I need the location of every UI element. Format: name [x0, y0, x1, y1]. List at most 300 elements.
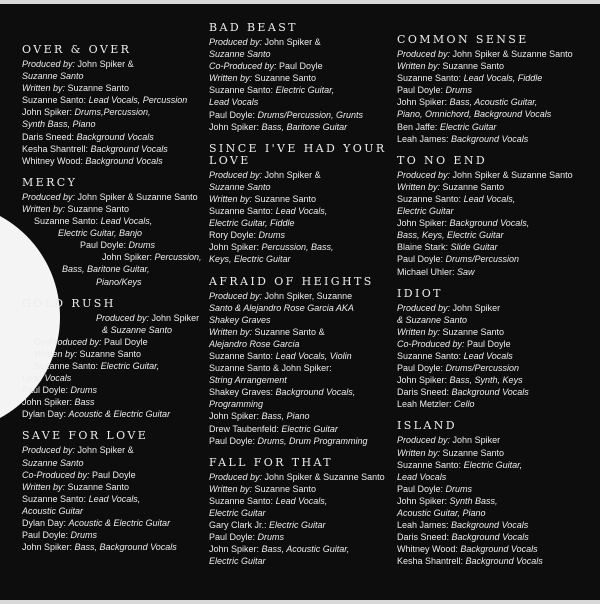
credit-role: [22, 204, 129, 214]
credit-role: Bass, Acoustic Guitar,: [449, 97, 538, 108]
credit-line: [397, 108, 597, 120]
credit-value: Paul Doyle: [89, 469, 136, 480]
credit-line: [397, 96, 597, 108]
credit-role: Drums: [445, 483, 473, 494]
credit-label: Produced by:: [397, 435, 451, 446]
credit-line: [22, 457, 207, 469]
credit-role: Acoustic & Electric Guitar: [68, 518, 171, 528]
credit-line: [209, 555, 394, 567]
credit-value: John Spiker: [149, 312, 200, 323]
credit-role: Programming: [209, 399, 264, 410]
credit-role: Drums/Percussion, Grunts: [257, 109, 364, 120]
credit-role: [34, 349, 141, 359]
song-title: ISLAND: [397, 419, 457, 433]
credit-name: Paul Doyle:: [22, 385, 71, 396]
song-credits-afraid-of-heights: [209, 276, 394, 447]
credit-name: Suzanne Santo:: [209, 85, 276, 96]
song-credits-since-i-ve-had-your-love: [209, 143, 394, 266]
credit-name: Paul Doyle:: [209, 109, 258, 120]
credit-value: John Spiker: [450, 435, 501, 446]
credit-line: [22, 444, 207, 456]
credit-role: [209, 484, 316, 494]
credit-line: [22, 372, 207, 384]
credit-name: Whitney Wood:: [22, 155, 86, 166]
credit-line: [397, 205, 597, 217]
credit-role: Slide Guitar: [450, 242, 498, 253]
credit-role: [397, 339, 511, 349]
credit-value: Suzanne Santo: [440, 61, 505, 72]
credit-name: John Spiker:: [102, 252, 155, 263]
credit-line: [397, 386, 597, 398]
credit-role: Background Vocals: [465, 556, 543, 567]
song-credits-common-sense: [397, 34, 597, 145]
credit-role: [397, 435, 500, 445]
song-credits-over-over: [22, 44, 207, 167]
credit-line: [209, 241, 394, 253]
credit-role: Drums: [70, 530, 98, 541]
credit-value: Suzanne Santo: [65, 203, 130, 214]
credit-label: Written by:: [209, 73, 253, 84]
credit-value: John Spiker & Suzanne Santo: [262, 471, 385, 482]
credit-name: Paul Doyle:: [397, 483, 446, 494]
credit-label: Written by:: [209, 326, 253, 337]
credit-label: Written by:: [22, 481, 66, 492]
credit-role: Shakey Graves: [209, 314, 271, 325]
credit-name: Suzanne Santo:: [397, 459, 464, 470]
credit-label: Written by:: [34, 348, 78, 359]
credit-line: [397, 350, 597, 362]
credit-value: John Spiker &: [75, 59, 134, 69]
credit-name: John Spiker:: [22, 397, 75, 408]
credit-line: [397, 398, 597, 410]
credit-line: [209, 253, 394, 265]
credit-value: Suzanne Santo: [65, 481, 130, 492]
credit-role: Lead Vocals: [397, 471, 447, 482]
credit-line: [209, 507, 394, 519]
credit-name: John Spiker:: [209, 121, 262, 132]
credit-line: [209, 495, 394, 507]
credit-name: Suzanne Santo:: [397, 73, 464, 84]
credit-line: [22, 191, 207, 203]
credit-role: Lead Vocals: [463, 350, 513, 361]
credit-role: [397, 49, 573, 59]
credit-name: Suzanne Santo:: [209, 495, 276, 506]
credit-role: [22, 59, 134, 69]
song-credits-mercy: [22, 177, 207, 288]
credit-line: [397, 169, 597, 181]
song-title: MERCY: [22, 175, 78, 189]
credit-role: [397, 448, 504, 458]
credit-line: [22, 118, 207, 130]
credit-role: Bass: [74, 397, 95, 408]
credit-role: Bass, Keys, Electric Guitar: [397, 230, 504, 241]
credit-name: John Spiker:: [397, 375, 450, 386]
credit-name: Dylan Day:: [22, 518, 69, 528]
credit-role: Background Vocals: [460, 544, 538, 555]
credit-role: Lead Vocals,: [275, 206, 328, 217]
song-title: BAD BEAST: [209, 21, 298, 34]
credit-line: [209, 519, 394, 531]
credit-name: Suzanne Santo:: [397, 350, 464, 361]
credit-name: Paul Doyle:: [22, 530, 71, 541]
credit-label: Produced by:: [397, 169, 451, 180]
song-title: GOLD RUSH: [22, 296, 116, 310]
credit-value: Suzanne Santo: [77, 348, 142, 359]
credit-role: Acoustic & Electric Guitar: [68, 409, 171, 420]
credit-role: Lead Vocals,: [88, 493, 141, 504]
credit-role: & Suzanne Santo: [397, 314, 468, 325]
credit-role: Piano, Omnichord, Background Vocals: [397, 109, 552, 120]
credit-line: [209, 229, 394, 241]
credit-role: [22, 482, 129, 492]
credit-role: Synth Bass, Piano: [22, 119, 96, 130]
credit-label: Written by:: [22, 83, 66, 94]
credit-name: Daris Sneed:: [22, 131, 77, 142]
credit-name: Suzanne Santo:: [34, 216, 101, 227]
credit-value: Suzanne Santo: [440, 181, 505, 192]
credit-role: Suzanne Santo: [22, 71, 84, 82]
credit-role: Background Vocals: [90, 143, 168, 154]
credit-role: Cello: [454, 399, 475, 410]
credit-line: [397, 338, 597, 350]
credit-name: Rory Doyle:: [209, 230, 259, 241]
credit-line: [209, 423, 394, 435]
credit-line: [22, 82, 207, 94]
credit-line: [209, 374, 394, 386]
top-edge: [0, 0, 600, 4]
credit-value: John Spiker & Suzanne Santo: [450, 49, 573, 59]
credits-column-middle: [209, 22, 394, 577]
song-title: AFRAID OF HEIGHTS: [209, 274, 374, 288]
credit-line: [209, 121, 394, 133]
credit-line: [22, 276, 207, 288]
credit-role: Bass, Baritone Guitar,: [62, 264, 150, 275]
credit-role: [209, 170, 321, 180]
credit-value: Suzanne Santo: [65, 83, 130, 94]
credit-role: Lead Vocals, Percussion: [88, 95, 188, 106]
credit-line: [397, 121, 597, 133]
song-credits-island: [397, 420, 597, 567]
credit-line: [22, 70, 207, 82]
credit-line: [22, 384, 207, 396]
credit-role: Santo & Alejandro Rose Garcia AKA: [209, 302, 354, 313]
credit-role: Lead Vocals,: [100, 216, 153, 227]
credit-role: Drums/Percussion: [445, 254, 520, 265]
credit-role: [397, 61, 504, 71]
credit-name: John Spiker:: [397, 495, 450, 506]
credit-line: [209, 72, 394, 84]
credit-label: Written by:: [397, 447, 441, 458]
credit-name: John Spiker:: [22, 107, 75, 118]
credit-line: [397, 483, 597, 495]
credit-line: [209, 543, 394, 555]
credit-line: [397, 133, 597, 145]
credit-line: [397, 507, 597, 519]
credit-role: Lead Vocals,: [463, 193, 516, 204]
credit-name: Leah James:: [397, 520, 452, 531]
credit-line: [209, 350, 394, 362]
credit-role: Drums: [257, 532, 285, 543]
credit-line: [209, 109, 394, 121]
credit-role: Electric Guitar, Banjo: [58, 228, 143, 239]
credit-label: Written by:: [209, 483, 253, 494]
credit-role: [397, 327, 504, 337]
credit-line: [22, 94, 207, 106]
credit-line: [209, 326, 394, 338]
credit-role: Electric Guitar: [209, 556, 266, 567]
credit-role: [96, 313, 199, 323]
credit-line: [22, 541, 207, 553]
credit-role: Percussion,: [154, 252, 202, 263]
credit-role: [22, 470, 136, 480]
credit-line: [209, 471, 394, 483]
credit-line: [397, 495, 597, 507]
credit-line: [397, 434, 597, 446]
credit-label: Written by:: [209, 193, 253, 204]
credit-role: String Arrangement: [209, 375, 287, 386]
credit-role: Acoustic Guitar: [22, 505, 84, 516]
credit-name: Michael Uhler:: [397, 266, 458, 277]
song-title: IDIOT: [397, 286, 443, 300]
credit-line: [209, 302, 394, 314]
credit-label: Co-Produced by:: [397, 338, 465, 349]
credit-line: [397, 519, 597, 531]
credit-line: [22, 239, 207, 251]
credit-value: John Spiker &: [262, 37, 321, 47]
credit-line: [22, 336, 207, 348]
credit-name: Shakey Graves:: [209, 387, 276, 398]
credit-line: [209, 338, 394, 350]
credit-role: Background Vocals: [451, 133, 529, 144]
credit-line: [22, 215, 207, 227]
credit-line: [397, 447, 597, 459]
credit-role: Drums: [445, 85, 473, 96]
credit-role: Saw: [457, 266, 475, 277]
credit-name: Paul Doyle:: [397, 363, 446, 374]
credit-role: Drums, Drum Programming: [257, 435, 368, 446]
credit-line: [209, 48, 394, 60]
credit-line: [209, 483, 394, 495]
credit-label: Produced by:: [397, 49, 451, 59]
credit-role: Suzanne Santo: [22, 457, 84, 468]
credit-name: Kesha Shantrell:: [397, 556, 466, 567]
credit-line: [22, 481, 207, 493]
credit-label: Produced by:: [209, 290, 263, 301]
credit-name: Paul Doyle:: [397, 254, 446, 265]
credit-line: [397, 217, 597, 229]
credit-role: Electric Guitar,: [275, 85, 335, 96]
credit-name: Blaine Stark:: [397, 242, 451, 253]
credit-name: Gary Clark Jr.:: [209, 520, 270, 531]
credit-name: Drew Taubenfeld:: [209, 423, 282, 434]
credit-line: [22, 469, 207, 481]
credit-role: Background Vocals: [451, 532, 529, 543]
credit-name: Daris Sneed:: [397, 532, 452, 543]
credit-role: Drums,Percussion,: [74, 107, 151, 118]
credit-value: John Spiker &: [75, 445, 134, 456]
credit-line: [209, 314, 394, 326]
credit-line: [397, 362, 597, 374]
credit-role: Lead Vocals: [22, 373, 72, 384]
credit-role: Suzanne Santo: [209, 49, 271, 60]
credit-role: [397, 182, 504, 192]
credit-role: Background Vocals: [451, 387, 529, 398]
credit-line: [397, 531, 597, 543]
credit-role: Keys, Electric Guitar: [209, 254, 291, 265]
credit-line: [209, 193, 394, 205]
credit-role: [22, 445, 134, 455]
credit-role: Drums: [258, 230, 286, 241]
credit-line: [397, 84, 597, 96]
credit-name: Paul Doyle:: [209, 435, 258, 446]
credit-name: Leah James:: [397, 133, 452, 144]
credit-role: Electric Guitar, Fiddle: [209, 218, 295, 229]
credit-line: [209, 96, 394, 108]
credit-line: [22, 493, 207, 505]
credit-value: Suzanne Santo &: [252, 326, 325, 337]
credit-role: Alejandro Rose Garcia: [209, 338, 300, 349]
credit-label: Co-Produced by:: [34, 336, 102, 347]
credit-value: Paul Doyle: [464, 338, 511, 349]
credit-role: Bass, Acoustic Guitar,: [261, 544, 350, 555]
credit-role: Bass, Piano: [261, 411, 310, 422]
credit-line: [397, 266, 597, 278]
credit-role: Lead Vocals, Fiddle: [463, 73, 543, 84]
credit-name: John Spiker:: [209, 544, 262, 555]
credit-role: Piano/Keys: [96, 276, 142, 287]
credit-line: [209, 181, 394, 193]
credit-role: Drums: [128, 240, 156, 251]
credit-role: Background Vocals: [76, 131, 154, 142]
credit-line: [397, 555, 597, 567]
credit-role: Lead Vocals,: [275, 495, 328, 506]
credit-line: [209, 84, 394, 96]
credit-line: [22, 396, 207, 408]
credit-line: [22, 517, 207, 529]
credit-role: [209, 291, 352, 301]
credit-label: Co-Produced by:: [22, 469, 90, 480]
credit-name: Suzanne Santo:: [397, 193, 464, 204]
credit-line: [209, 217, 394, 229]
credit-role: Drums/Percussion: [445, 363, 520, 374]
credit-name: Suzanne Santo:: [209, 350, 276, 361]
credit-line: [22, 203, 207, 215]
credit-line: [22, 263, 207, 275]
credit-label: Produced by:: [22, 191, 76, 202]
credit-role: Electric Guitar: [269, 520, 326, 531]
credit-line: [397, 471, 597, 483]
credit-line: [397, 326, 597, 338]
credit-name: Suzanne Santo & John Spiker:: [209, 363, 332, 374]
credit-line: [397, 253, 597, 265]
credit-name: Paul Doyle:: [209, 532, 258, 543]
credit-role: Electric Guitar: [439, 121, 497, 132]
credit-line: [397, 181, 597, 193]
credit-role: Background Vocals,: [275, 387, 356, 398]
credit-label: Written by:: [397, 326, 441, 337]
credit-line: [209, 36, 394, 48]
credit-line: [397, 60, 597, 72]
credit-role: [209, 472, 385, 482]
credit-name: Daris Sneed:: [397, 387, 452, 398]
credit-role: [209, 61, 323, 71]
credit-line: [209, 60, 394, 72]
credit-line: [209, 435, 394, 447]
credit-value: John Spiker &: [262, 169, 321, 180]
credit-role: Lead Vocals: [209, 97, 259, 108]
song-title: SINCE I'VE HAD YOUR LOVE: [209, 141, 387, 167]
credit-line: [22, 251, 207, 263]
credit-role: Percussion, Bass,: [261, 242, 334, 253]
credit-line: [22, 529, 207, 541]
credit-role: Suzanne Santo: [209, 181, 271, 192]
song-credits-idiot: [397, 288, 597, 411]
credit-role: Background Vocals: [451, 520, 529, 531]
credit-line: [397, 314, 597, 326]
credit-value: John Spiker & Suzanne Santo: [450, 169, 573, 180]
credit-role: [397, 170, 573, 180]
credit-value: Suzanne Santo: [440, 447, 505, 458]
credit-label: Produced by:: [22, 59, 76, 69]
credit-role: Synth Bass,: [449, 495, 498, 506]
credit-value: John Spiker, Suzanne: [262, 290, 353, 301]
credit-line: [22, 106, 207, 118]
credit-label: Produced by:: [209, 37, 263, 47]
credit-role: Electric Guitar: [281, 423, 338, 434]
credit-value: Paul Doyle: [101, 336, 148, 347]
credit-line: [397, 193, 597, 205]
credit-role: [22, 83, 129, 93]
song-credits-fall-for-that: [209, 457, 394, 568]
credit-name: John Spiker:: [397, 218, 450, 229]
credit-line: [22, 131, 207, 143]
credit-role: Background Vocals,: [449, 218, 530, 229]
credit-line: [397, 229, 597, 241]
credit-label: Produced by:: [96, 312, 150, 323]
credit-line: [22, 143, 207, 155]
song-title: OVER & OVER: [22, 43, 132, 56]
credit-name: Dylan Day:: [22, 409, 69, 420]
credit-value: Suzanne Santo: [252, 193, 317, 204]
credit-name: Leah Metzler:: [397, 399, 455, 410]
song-credits-to-no-end: [397, 155, 597, 278]
credit-line: [397, 48, 597, 60]
credit-role: Electric Guitar,: [463, 459, 523, 470]
credit-role: [397, 303, 500, 313]
credit-name: Kesha Shantrell:: [22, 143, 91, 154]
credit-value: Suzanne Santo: [252, 483, 317, 494]
song-credits-save-for-love: [22, 430, 207, 553]
credit-role: [209, 327, 325, 337]
credits-column-left: [22, 44, 207, 563]
credit-line: [22, 324, 207, 336]
song-title: TO NO END: [397, 153, 488, 167]
bottom-edge: [0, 600, 600, 604]
credit-name: John Spiker:: [209, 242, 262, 253]
credit-name: John Spiker:: [22, 542, 75, 553]
credit-role: [34, 337, 148, 347]
credit-line: [397, 374, 597, 386]
credit-role: Electric Guitar: [209, 508, 266, 518]
credit-role: Bass, Synth, Keys: [449, 375, 523, 386]
credit-role: Acoustic Guitar, Piano: [397, 508, 486, 518]
song-credits-gold-rush: [22, 298, 207, 421]
credit-value: Suzanne Santo: [440, 326, 505, 337]
credits-column-right: [397, 34, 597, 577]
credit-role: Bass, Background Vocals: [74, 542, 177, 553]
credit-name: Suzanne Santo:: [209, 206, 276, 217]
song-title: SAVE FOR LOVE: [22, 429, 149, 443]
